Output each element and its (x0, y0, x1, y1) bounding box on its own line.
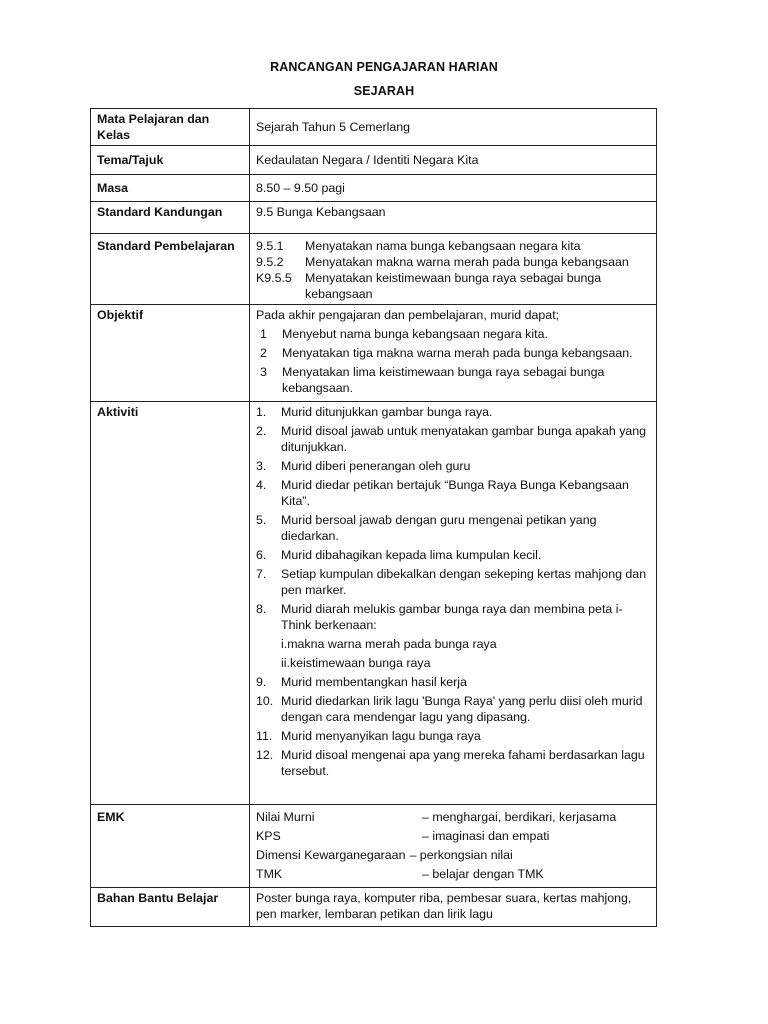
item-text: Menyebut nama bunga kebangsaan negara kita. (282, 327, 548, 341)
row-standard-pembelajaran (91, 234, 657, 305)
list-item (256, 423, 650, 455)
row-emk (91, 805, 657, 888)
list-item (256, 601, 650, 633)
list-item (256, 477, 650, 509)
label-mata-pelajaran: Mata Pelajaran dan Kelas (91, 109, 250, 146)
emk-item (256, 847, 650, 863)
item-text: Menyatakan makna warna merah pada bunga kebangsaan (305, 255, 629, 269)
item-text: Menyatakan nama bunga kebangsaan negara kita (305, 239, 581, 253)
label-standard-pembelajaran: Standard Pembelajaran (91, 234, 250, 305)
item-text: Menyatakan tiga makna warna merah pada bunga kebangsaan. (282, 346, 633, 360)
item-text: Murid diberi penerangan oleh guru (281, 459, 471, 473)
item-number: 8. (256, 602, 267, 616)
list-item (256, 566, 650, 598)
item-number: 6. (256, 548, 267, 562)
item-text: Menyatakan keistimewaan bunga raya sebagai bunga kebangsaan (305, 271, 602, 301)
aktiviti-sub-item: i.makna warna merah pada bunga raya (281, 637, 497, 651)
item-code: 9.5.2 (256, 255, 284, 269)
list-item (256, 238, 650, 254)
row-tema (91, 146, 657, 175)
list-item (256, 364, 650, 396)
item-number: 1. (256, 405, 267, 419)
value-tema: Kedaulatan Negara / Identiti Negara Kita (250, 146, 657, 175)
list-item (256, 404, 650, 420)
item-number: 7. (256, 567, 267, 581)
lesson-plan-table (90, 108, 657, 927)
objektif-list (256, 326, 650, 396)
value-bahan: Poster bunga raya, komputer riba, pembesar suara, kertas mahjong, pen marker, lembaran petikan dan lirik lagu (250, 888, 657, 927)
list-item (256, 747, 650, 779)
emk-key: Nilai Murni (256, 810, 315, 824)
item-number: 2. (256, 424, 267, 438)
list-item (256, 270, 650, 302)
standard-pembelajaran-list (256, 238, 650, 302)
item-text: Murid bersoal jawab dengan guru mengenai petikan yang diedarkan. (281, 513, 597, 543)
label-bahan: Bahan Bantu Belajar (91, 888, 250, 927)
item-number: 11. (256, 729, 273, 743)
aktiviti-list (256, 404, 650, 633)
label-tema: Tema/Tajuk (91, 146, 250, 175)
label-standard-kandungan: Standard Kandungan (91, 202, 250, 234)
row-mata-pelajaran (91, 109, 657, 146)
list-item (256, 693, 650, 725)
document-title: RANCANGAN PENGAJARAN HARIAN (270, 60, 498, 74)
item-number: 10. (256, 694, 274, 708)
document-subject: SEJARAH (353, 84, 415, 98)
item-code: K9.5.5 (256, 271, 292, 285)
row-objektif (91, 305, 657, 402)
item-text: Murid diedarkan lirik lagu 'Bunga Raya' yang perlu diisi oleh murid dengan cara mendengar lagu yang dipasang. (281, 694, 643, 724)
item-number: 3 (260, 365, 267, 379)
item-text: Murid diedar petikan bertajuk “Bunga Raya Bunga Kebangsaan Kita”. (281, 478, 629, 508)
list-item (256, 547, 650, 563)
list-item (256, 728, 650, 744)
item-code: 9.5.1 (256, 239, 284, 253)
item-text: Murid disoal mengenai apa yang mereka fahami berdasarkan lagu tersebut. (281, 748, 645, 778)
emk-item (256, 809, 650, 825)
emk-value: – menghargai, berdikari, kerjasama (422, 810, 617, 824)
item-text: Murid diarah melukis gambar bunga raya dan membina peta i-Think berkenaan: (281, 602, 623, 632)
list-item (256, 512, 650, 544)
value-mata-pelajaran: Sejarah Tahun 5 Cemerlang (250, 109, 657, 146)
label-aktiviti: Aktiviti (91, 402, 250, 805)
list-item (256, 326, 650, 342)
label-objektif: Objektif (91, 305, 250, 402)
list-item (256, 254, 650, 270)
list-item (256, 345, 650, 361)
emk-key: KPS (256, 829, 281, 843)
objektif-intro: Pada akhir pengajaran dan pembelajaran, murid dapat; (256, 308, 560, 322)
value-standard-kandungan: 9.5 Bunga Kebangsaan (250, 202, 657, 234)
item-number: 5. (256, 513, 267, 527)
emk-item (256, 828, 650, 844)
row-standard-kandungan (91, 202, 657, 234)
aktiviti-sub-item: ii.keistimewaan bunga raya (281, 656, 431, 670)
item-text: Murid dibahagikan kepada lima kumpulan kecil. (281, 548, 542, 562)
emk-key: Dimensi Kewarganegaraan (256, 848, 406, 862)
item-number: 12. (256, 748, 274, 762)
aktiviti-list-continued (256, 674, 650, 779)
item-text: Murid ditunjukkan gambar bunga raya. (281, 405, 493, 419)
item-number: 9. (256, 675, 267, 689)
row-aktiviti (91, 402, 657, 805)
item-number: 1 (260, 327, 267, 341)
item-text: Murid disoal jawab untuk menyatakan gambar bunga apakah yang ditunjukkan. (281, 424, 647, 454)
emk-item (256, 866, 650, 882)
list-item (256, 674, 650, 690)
item-text: Menyatakan lima keistimewaan bunga raya sebagai bunga kebangsaan. (282, 365, 605, 395)
item-number: 4. (256, 478, 267, 492)
emk-value: – perkongsian nilai (409, 848, 513, 862)
emk-value: – imaginasi dan empati (422, 829, 550, 843)
item-number: 3. (256, 459, 267, 473)
value-masa: 8.50 – 9.50 pagi (250, 175, 657, 202)
list-item (256, 458, 650, 474)
label-masa: Masa (91, 175, 250, 202)
emk-key: TMK (256, 867, 283, 881)
emk-value: – belajar dengan TMK (422, 867, 544, 881)
item-text: Murid menyanyikan lagu bunga raya (281, 729, 481, 743)
item-number: 2 (260, 346, 267, 360)
item-text: Murid membentangkan hasil kerja (281, 675, 467, 689)
item-text: Setiap kumpulan dibekalkan dengan sekeping kertas mahjong dan pen marker. (281, 567, 647, 597)
label-emk: EMK (91, 805, 250, 888)
row-bahan (91, 888, 657, 927)
row-masa (91, 175, 657, 202)
